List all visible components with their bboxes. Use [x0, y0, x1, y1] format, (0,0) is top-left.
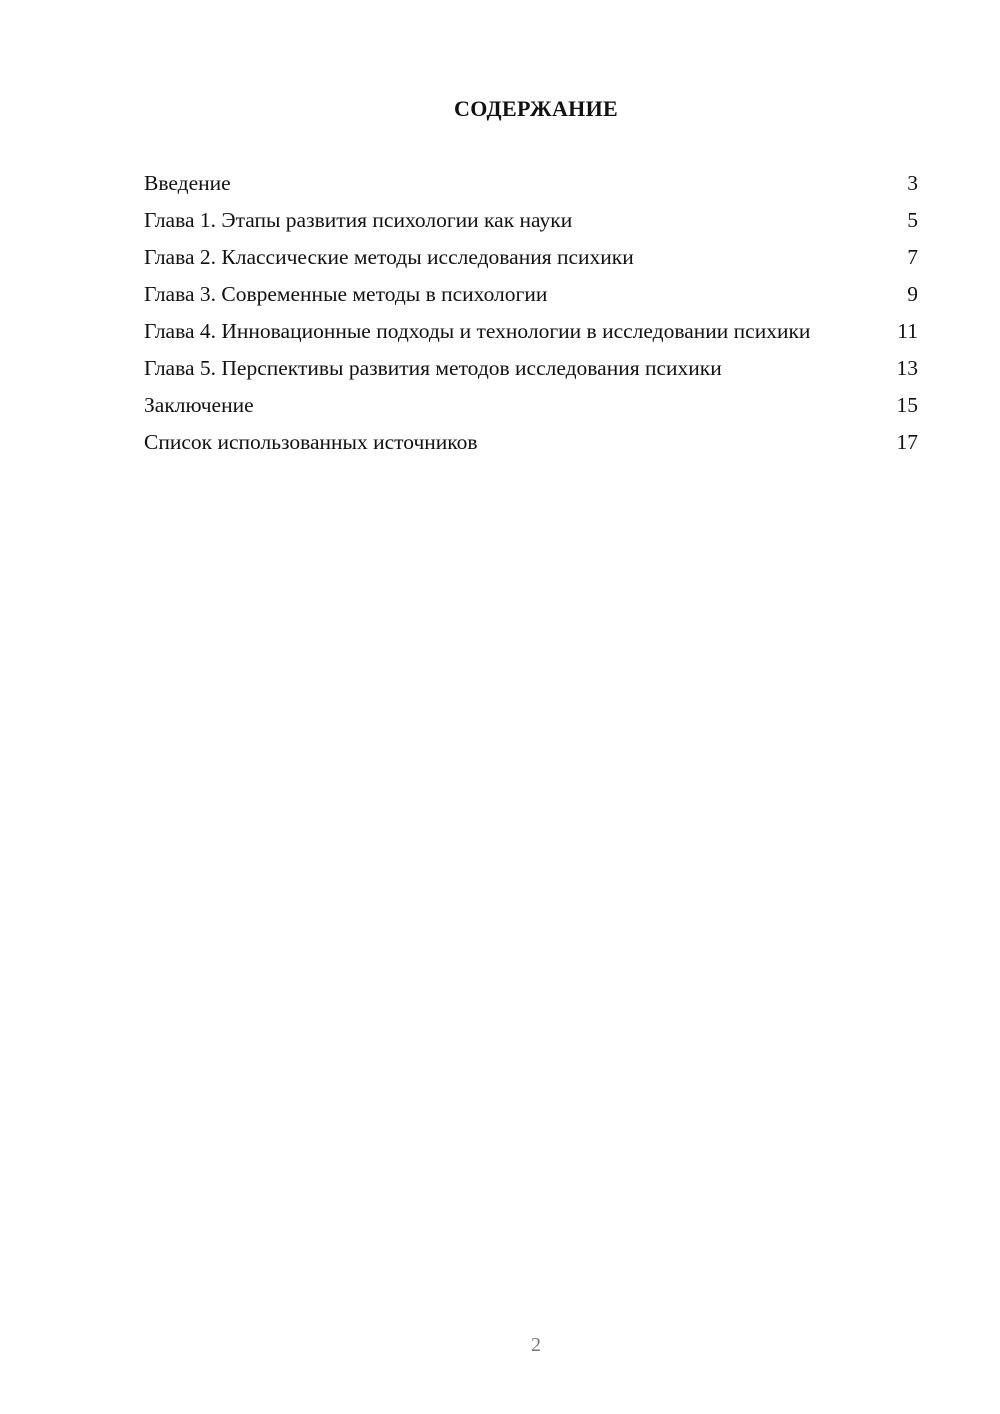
toc-entry-chapter-2	[144, 244, 918, 270]
toc-entry-page: 11	[897, 319, 918, 343]
toc-entry-introduction	[144, 170, 918, 196]
toc-entry-text: Глава 5. Перспективы развития методов исследования психики	[144, 356, 722, 380]
toc-entry-page: 17	[896, 430, 918, 454]
toc-entry-page: 15	[896, 393, 918, 417]
toc-entry-conclusion	[144, 392, 918, 418]
toc-entry-text: Глава 1. Этапы развития психологии как науки	[144, 208, 573, 232]
toc-entry-page: 9	[907, 282, 918, 306]
toc-entry-chapter-4	[144, 318, 918, 344]
toc-entry-chapter-3	[144, 281, 918, 307]
table-of-contents	[144, 170, 918, 466]
page-number: 2	[531, 1334, 541, 1356]
toc-entry-chapter-1	[144, 207, 918, 233]
toc-entry-text: Глава 4. Инновационные подходы и технологии в исследовании психики	[144, 319, 811, 343]
toc-entry-page: 3	[907, 171, 918, 195]
toc-entry-text: Введение	[144, 171, 231, 195]
toc-entry-chapter-5	[144, 355, 918, 381]
toc-entry-text: Глава 3. Современные методы в психологии	[144, 282, 548, 306]
toc-entry-references	[144, 429, 918, 455]
toc-entry-text: Список использованных источников	[144, 430, 478, 454]
toc-entry-page: 13	[896, 356, 918, 380]
toc-entry-page: 5	[907, 208, 918, 232]
toc-entry-text: Глава 2. Классические методы исследования психики	[144, 245, 634, 269]
toc-entry-text: Заключение	[144, 393, 254, 417]
page-title: СОДЕРЖАНИЕ	[454, 96, 618, 121]
toc-entry-page: 7	[907, 245, 918, 269]
